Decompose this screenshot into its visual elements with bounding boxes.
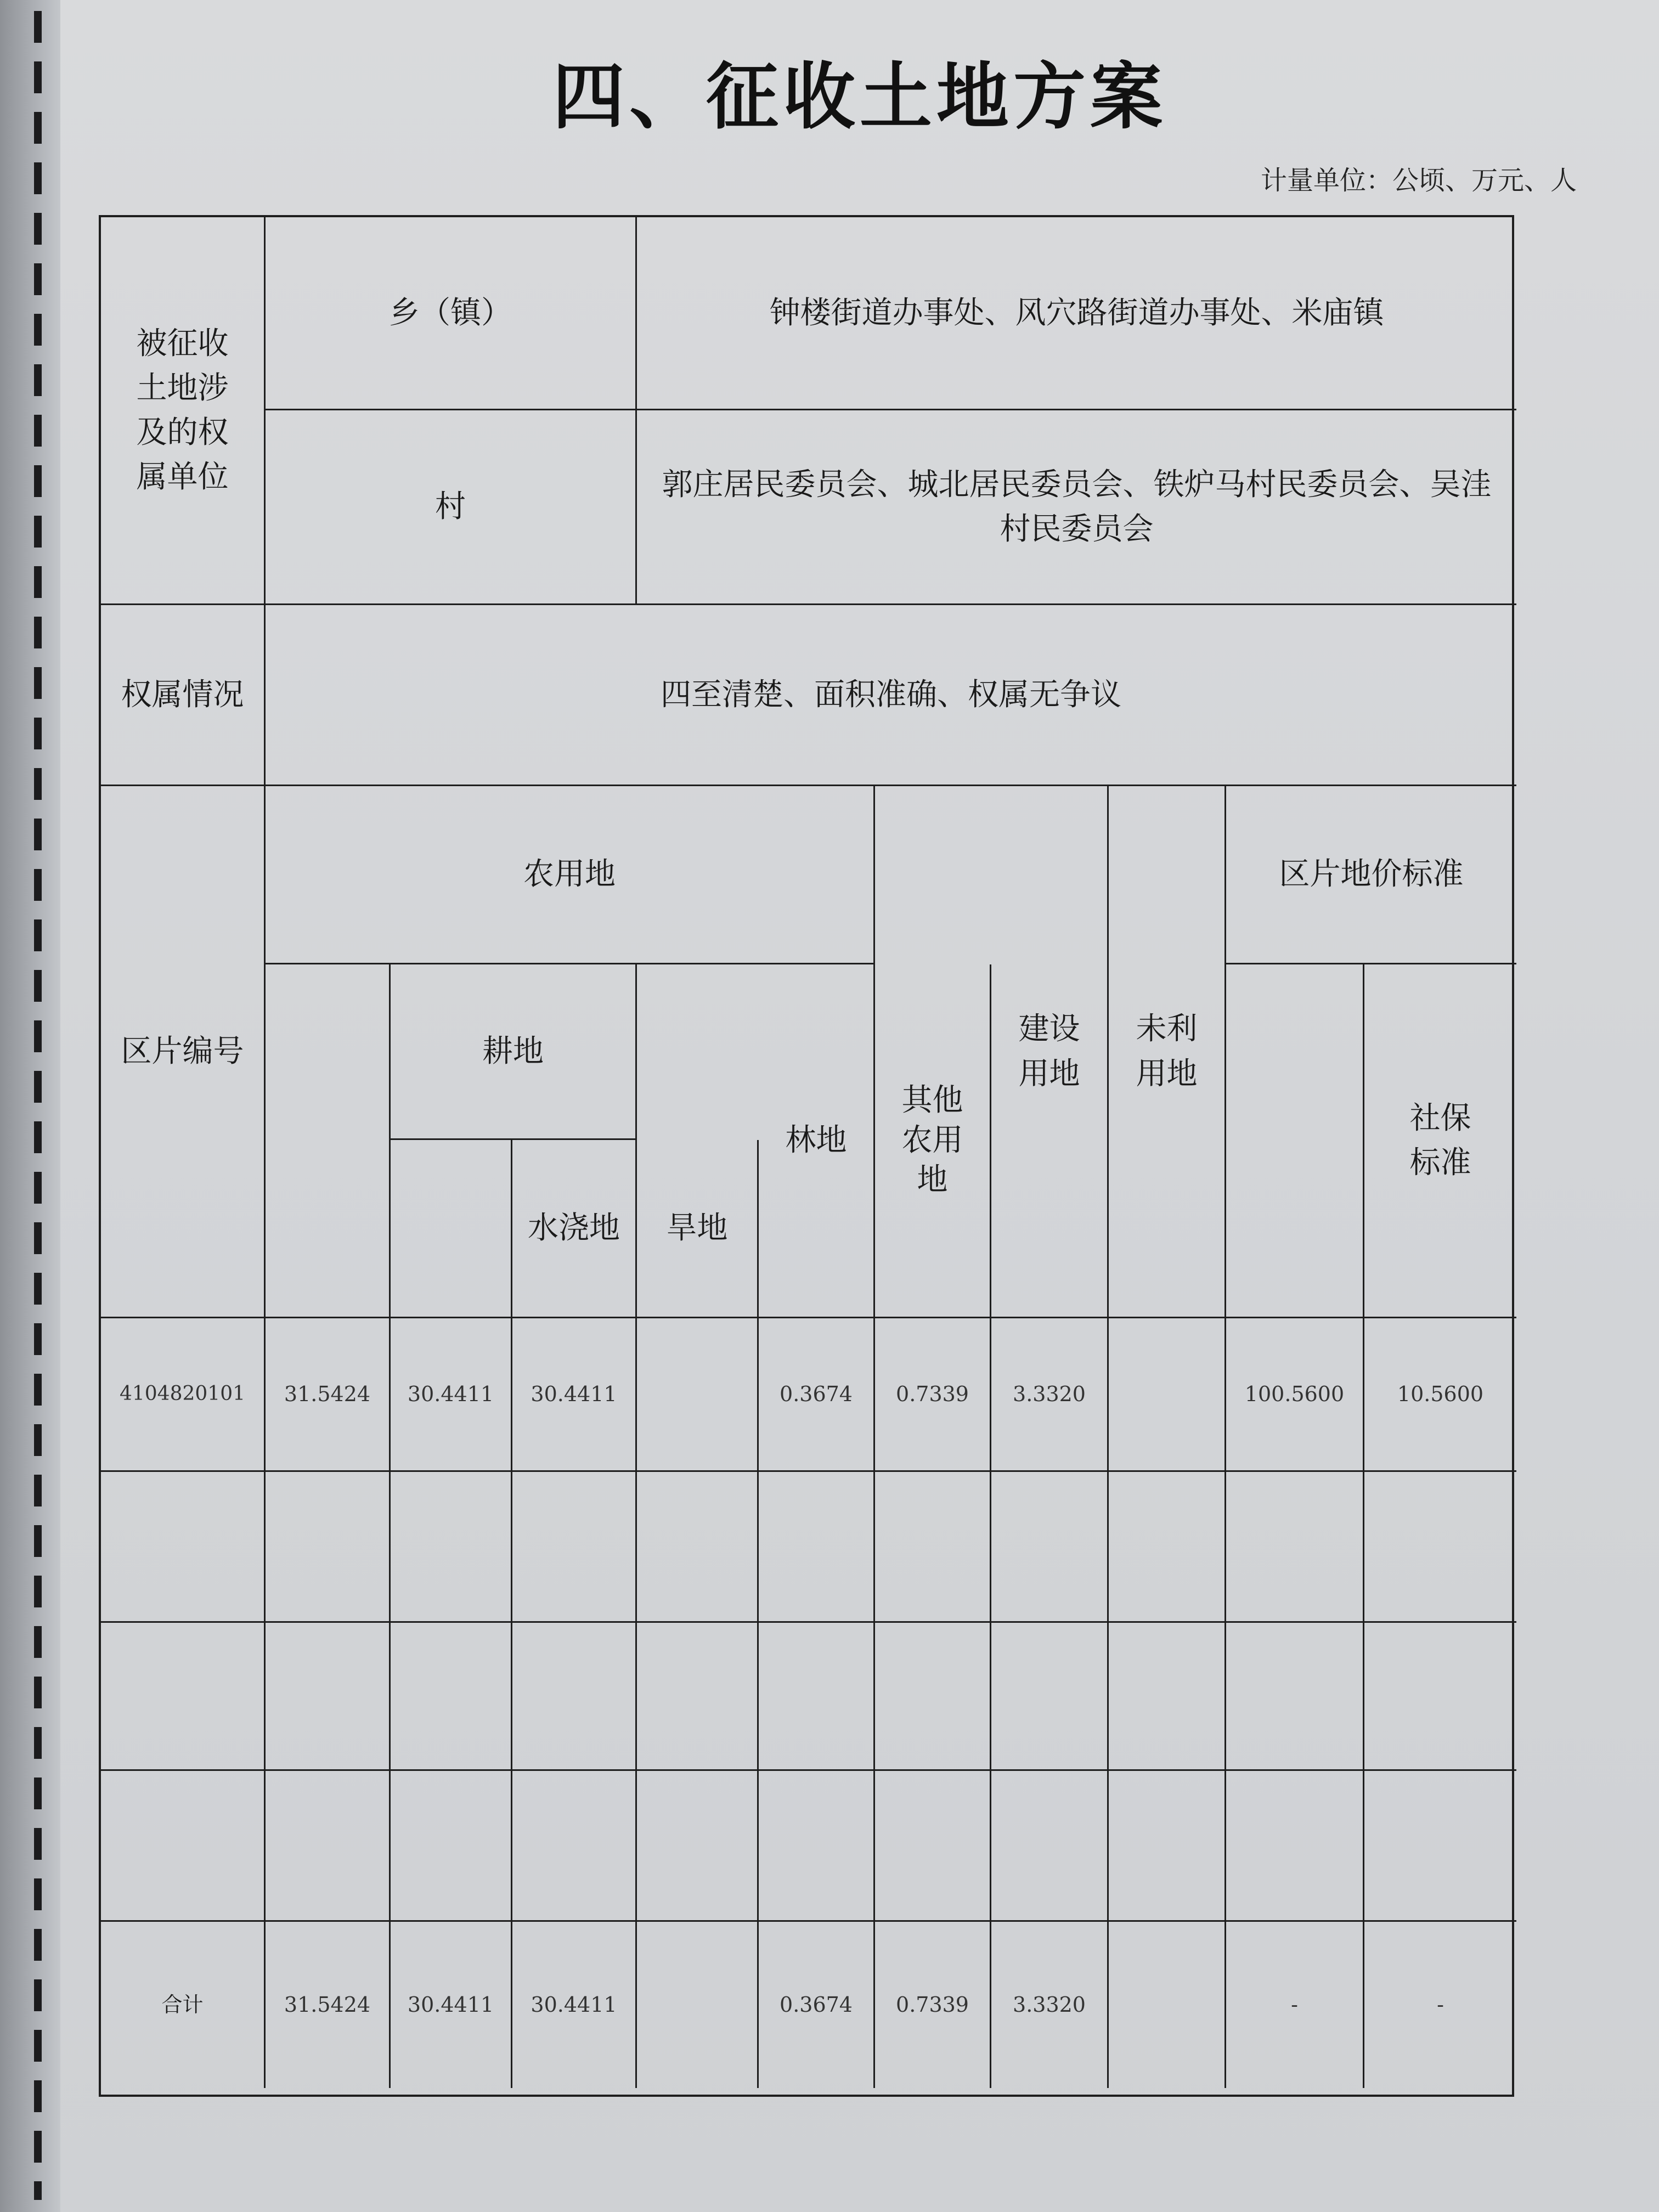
empty-cell (875, 1623, 991, 1771)
binding-holes (34, 11, 42, 2200)
empty-cell (637, 1771, 759, 1922)
ownership-label-cell (101, 217, 266, 605)
empty-cell (875, 1771, 991, 1922)
total-cell (637, 1922, 759, 2088)
table-row-cell (637, 1318, 759, 1472)
table-row-cell: 30.4411 (512, 1318, 637, 1472)
agricultural-header (266, 786, 875, 964)
empty-cell (1364, 1472, 1516, 1623)
total-cell: 30.4411 (391, 1922, 512, 2088)
empty-cell (1226, 1771, 1364, 1922)
empty-cell (266, 1472, 391, 1623)
table-row-cell: 31.5424 (266, 1318, 391, 1472)
empty-cell (391, 1771, 512, 1922)
empty-cell (991, 1771, 1109, 1922)
empty-cell (991, 1623, 1109, 1771)
empty-cell (512, 1623, 637, 1771)
total-cell (1109, 1922, 1226, 2088)
ownership-label: 被征收土地涉及的权属单位 (136, 325, 229, 495)
town-value: 钟楼街道办事处、风穴路街道办事处、米庙镇 (769, 295, 1384, 331)
table-row-cell: 4104820101 (101, 1318, 266, 1472)
empty-cell (875, 1472, 991, 1623)
village-value: 郭庄居民委员会、城北居民委员会、铁炉马村民委员会、吴洼村民委员会 (662, 466, 1492, 547)
price-std-value-header (1226, 964, 1364, 1318)
table-row-cell: 30.4411 (391, 1318, 512, 1472)
empty-cell (101, 1623, 266, 1771)
total-cell: 30.4411 (512, 1922, 637, 2088)
price-std-header-label: 区片地价标准 (1279, 856, 1464, 893)
total-cell: 0.7339 (875, 1922, 991, 2088)
price-std-header (1226, 786, 1516, 964)
construction-header (991, 786, 1109, 1318)
ownership-status-value-cell (266, 605, 1516, 786)
other-agri-header-label: 其他农用地 (901, 1082, 963, 1198)
empty-cell (637, 1472, 759, 1623)
empty-cell (266, 1771, 391, 1922)
table-row-cell: 0.3674 (759, 1318, 875, 1472)
empty-cell (1364, 1771, 1516, 1922)
empty-cell (1109, 1771, 1226, 1922)
cultivated-subtotal-header (391, 1140, 512, 1318)
unit-note: 计量单位：公顷、万元、人 (1260, 165, 1577, 196)
empty-cell (1109, 1623, 1226, 1771)
empty-cell (759, 1771, 875, 1922)
empty-cell (637, 1623, 759, 1771)
dry-header-label: 旱地 (666, 1210, 728, 1246)
total-cell: 31.5424 (266, 1922, 391, 2088)
village-label: 村 (435, 489, 466, 525)
construction-header-label: 建设用地 (1018, 1011, 1080, 1092)
empty-cell (1226, 1472, 1364, 1623)
town-label: 乡（镇） (389, 295, 512, 331)
land-expropriation-table (99, 215, 1514, 2097)
empty-cell (759, 1623, 875, 1771)
empty-cell (391, 1623, 512, 1771)
table-row-cell: 10.5600 (1364, 1318, 1516, 1472)
forest-header (759, 964, 875, 1318)
empty-cell (101, 1472, 266, 1623)
empty-cell (512, 1771, 637, 1922)
page-title: 四、征收土地方案 (552, 55, 1167, 139)
irrigated-header (512, 1140, 637, 1318)
village-label-cell (266, 410, 637, 605)
empty-cell (1226, 1623, 1364, 1771)
unused-header-label: 未利用地 (1136, 1011, 1198, 1092)
total-cell: - (1226, 1922, 1364, 2088)
town-label-cell (266, 217, 637, 410)
social-security-header (1364, 964, 1516, 1318)
table-row-cell: 100.5600 (1226, 1318, 1364, 1472)
irrigated-header-label: 水浇地 (528, 1210, 620, 1246)
cultivated-header (391, 964, 637, 1140)
total-cell: 3.3320 (991, 1922, 1109, 2088)
ownership-status-label: 权属情况 (121, 676, 244, 713)
unused-header (1109, 786, 1226, 1318)
ownership-status-value: 四至清楚、面积准确、权属无争议 (661, 676, 1121, 713)
table-row-cell (1109, 1318, 1226, 1472)
village-value-cell (637, 410, 1516, 605)
forest-header-label: 林地 (785, 1122, 847, 1159)
total-cell: - (1437, 1992, 1444, 2017)
social-security-header-label: 社保标准 (1409, 1100, 1471, 1181)
agricultural-subtotal-header (266, 964, 391, 1318)
empty-cell (991, 1472, 1109, 1623)
document-page (60, 0, 1659, 2212)
cultivated-header-label: 耕地 (482, 1033, 544, 1069)
empty-cell (1109, 1472, 1226, 1623)
total-cell: 0.3674 (759, 1922, 875, 2088)
town-value-cell (637, 217, 1516, 410)
empty-cell (759, 1472, 875, 1623)
empty-cell (391, 1472, 512, 1623)
zone-id-header-label: 区片编号 (121, 1033, 244, 1069)
dry-header (637, 1140, 759, 1318)
other-agri-header (875, 964, 991, 1318)
empty-cell (512, 1472, 637, 1623)
ownership-status-label-cell (101, 605, 266, 786)
table-row-cell: 0.7339 (875, 1318, 991, 1472)
zone-id-header (101, 786, 266, 1318)
agricultural-header-label: 农用地 (523, 856, 616, 893)
empty-cell (101, 1771, 266, 1922)
table-row-cell: 3.3320 (991, 1318, 1109, 1472)
empty-cell (1364, 1623, 1516, 1771)
binding-edge (0, 0, 60, 2212)
total-label: 合计 (101, 1922, 266, 2088)
empty-cell (266, 1623, 391, 1771)
